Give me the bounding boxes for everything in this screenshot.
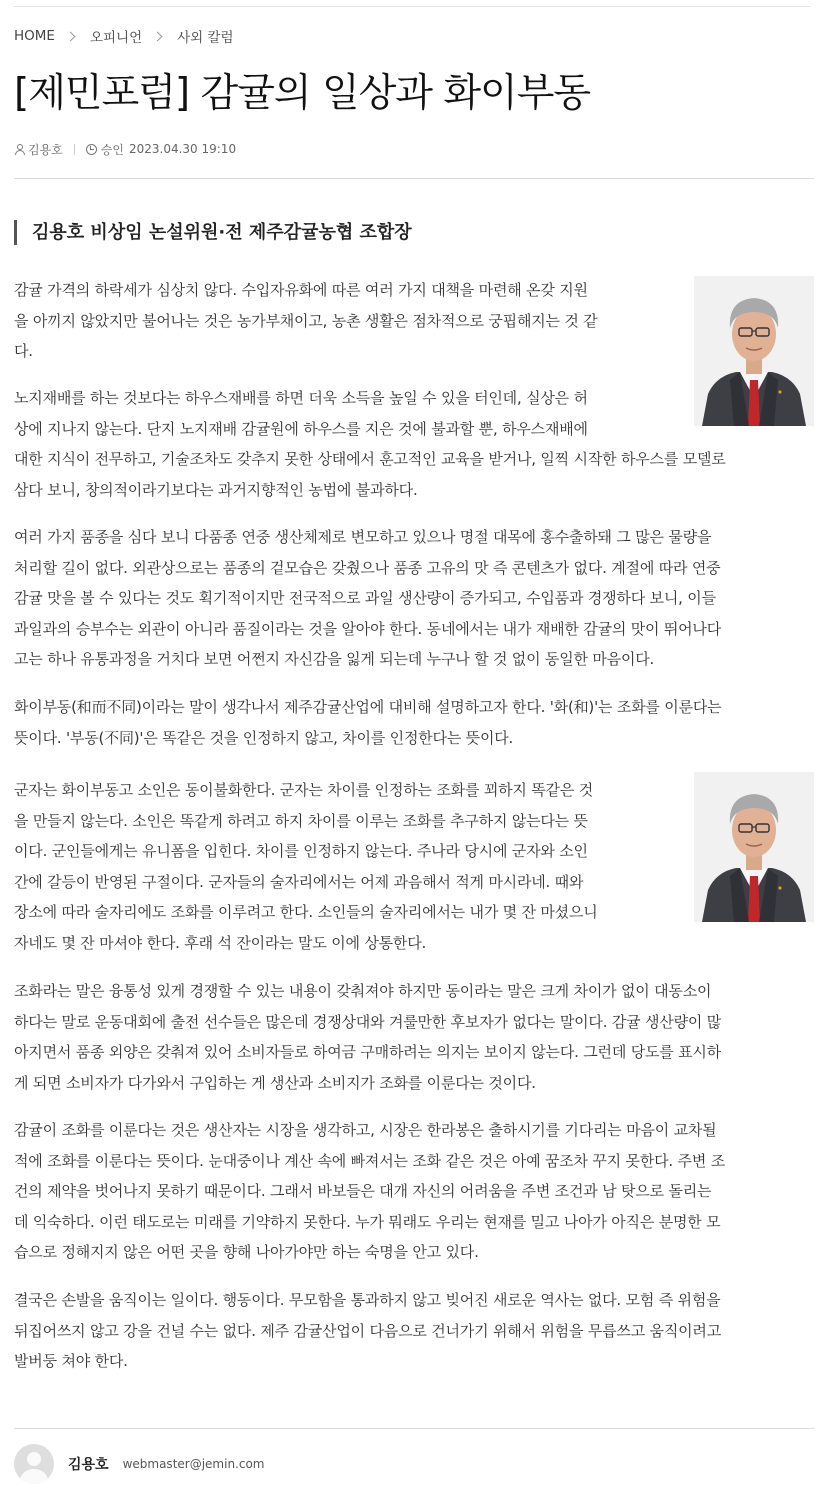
paragraph-line: 화이부동(和而不同)이라는 말이 생각나서 제주감귤산업에 대비해 설명하고자 한다. '화(和)'는 조화를 이룬다는 bbox=[14, 698, 722, 716]
person-icon bbox=[14, 144, 24, 155]
paragraph-line: 간에 갈등이 반영된 구절이다. 군자들의 술자리에서는 어제 과음해서 적게 마시라네. 때와 bbox=[14, 872, 584, 891]
chevron-right-icon bbox=[66, 31, 76, 41]
paragraph-line: 아지면서 품종 외양은 갖춰져 있어 소비자들로 하여금 구매하려는 의지는 보이지 않는다. 그런데 당도를 표시하 bbox=[14, 1043, 722, 1061]
paragraph-line: 뒤집어쓰지 않고 강을 건널 수는 없다. 제주 감귤산업이 다음으로 건너가기 위해서 위험을 무릅쓰고 움직이려고 bbox=[14, 1321, 722, 1340]
author-name: 김용호 bbox=[68, 1457, 109, 1473]
paragraph-line: 조화라는 말은 융통성 있게 경쟁할 수 있는 내용이 갖춰져야 하지만 동이라는 말은 크게 차이가 없이 대동소이 bbox=[14, 982, 712, 1000]
paragraph-line: 건의 제약을 벗어나지 못하기 때문이다. 그래서 바보들은 대개 자신의 어려움을 주변 조건과 남 탓으로 돌리는 bbox=[14, 1182, 712, 1200]
breadcrumb-opinion[interactable]: 오피니언 bbox=[89, 30, 143, 46]
clock-icon bbox=[86, 144, 97, 155]
author-box bbox=[14, 1444, 265, 1484]
paragraph-line: 대한 지식이 전무하고, 기술조차도 갖추지 못한 상태에서 훈고적인 교육을 받거나, 일찍 시작한 하우스를 모델로 bbox=[14, 450, 726, 468]
article-meta bbox=[14, 139, 236, 159]
paragraph-line: 뜻이다. '부동(不同)'은 똑같은 것을 인정하지 않고, 차이를 인정한다는 뜻이다. bbox=[14, 728, 514, 747]
meta-approved-time: 2023.04.30 19:10 bbox=[128, 142, 237, 156]
paragraph-line: 데 익숙하다. 이런 태도로는 미래를 기약하지 못한다. 누가 뭐래도 우리는 현재를 밀고 나아가 아직은 분명한 모 bbox=[14, 1212, 721, 1231]
author-portrait-icon bbox=[694, 772, 814, 922]
author-email[interactable]: webmaster@jemin.com bbox=[122, 1457, 265, 1471]
paragraph-line: 상에 지나지 않는다. 단지 노지재배 감귤원에 하우스를 지은 것에 불과할 뿐, 하우스재배에 bbox=[14, 419, 588, 438]
paragraph-line: 게 되면 소비자가 다가와서 구입하는 게 생산과 소비지가 조화를 이룬다는 것이다. bbox=[14, 1073, 536, 1092]
article-paragraph bbox=[14, 692, 721, 753]
paragraph-line: 노지재배를 하는 것보다는 하우스재배를 하면 더욱 소득을 높일 수 있을 터인데, 실상은 허 bbox=[14, 389, 588, 407]
paragraph-line: 고는 하나 유통과정을 거치다 보면 어쩐지 자신감을 잃게 되는데 누구나 할 것 없이 동일한 마음이다. bbox=[14, 650, 655, 668]
paragraph-line: 결국은 손발을 움직이는 일이다. 행동이다. 무모함을 통과하지 않고 빚어진 새로운 역사는 없다. 모험 즉 위험을 bbox=[14, 1291, 721, 1309]
article-paragraph bbox=[14, 1115, 725, 1268]
author-photo bbox=[694, 772, 814, 922]
article-paragraph bbox=[14, 275, 598, 367]
paragraph-line: 감귤 맛을 볼 수 있다는 것도 획기적이지만 전국적으로 과일 생산량이 증가되고, 수입품과 경쟁하다 보니, 이들 bbox=[14, 589, 716, 607]
paragraph-line: 감귤 가격의 하락세가 심상치 않다. 수입자유화에 따른 여러 가지 대책을 마련해 온갖 지원 bbox=[14, 281, 588, 299]
article-paragraph bbox=[14, 522, 721, 675]
paragraph-line: 적에 조화를 이룬다는 뜻이다. 눈대중이나 계산 속에 빠져서는 조화 같은 것은 아예 꿈조차 꾸지 못한다. 주변 조 bbox=[14, 1151, 725, 1170]
article-paragraph bbox=[14, 775, 598, 958]
footer-divider bbox=[14, 1428, 814, 1429]
paragraph-line: 장소에 따라 술자리에도 조화를 이루려고 한다. 소인들의 술자리에서는 내가 몇 잔 마셨으니 bbox=[14, 903, 598, 921]
paragraph-line: 자네도 몇 잔 마셔야 한다. 후래 석 잔이라는 말도 이에 상통한다. bbox=[14, 933, 427, 952]
article-paragraph bbox=[14, 1285, 721, 1377]
paragraph-line: 을 아끼지 않았지만 불어나는 것은 농가부채이고, 농촌 생활은 점차적으로 궁핍해지는 것 같 bbox=[14, 311, 598, 330]
article-paragraph bbox=[14, 976, 721, 1098]
paragraph-line: 처리할 길이 없다. 외관상으로는 품종의 겉모습은 갖췄으나 품종 고유의 맛 즉 콘텐츠가 없다. 계절에 따라 연중 bbox=[14, 558, 721, 577]
breadcrumb-home[interactable]: HOME bbox=[14, 28, 55, 44]
meta-divider bbox=[74, 144, 75, 155]
paragraph-line: 삼다 보니, 창의적이라기보다는 과거지향적인 농법에 불과하다. bbox=[14, 480, 418, 499]
chevron-right-icon bbox=[153, 31, 163, 41]
paragraph-line: 이다. 군인들에게는 유니폼을 입힌다. 차이를 인정하지 않는다. 주나라 당시에 군자와 소인 bbox=[14, 842, 588, 860]
meta-author: 김용호 bbox=[28, 142, 63, 157]
paragraph-line: 군자는 화이부동고 소인은 동이불화한다. 군자는 차이를 인정하는 조화를 꾀하지 똑같은 것 bbox=[14, 781, 593, 799]
article-title: [제민포럼] 감귤의 일상과 화이부동 bbox=[14, 71, 591, 116]
header-divider bbox=[14, 178, 814, 179]
breadcrumb-column[interactable]: 사외 칼럼 bbox=[177, 30, 234, 46]
avatar bbox=[14, 1444, 54, 1484]
meta-approved-label: 승인 bbox=[100, 142, 124, 157]
breadcrumb bbox=[14, 26, 234, 46]
article-subtitle: 김용호 비상임 논설위원·전 제주감귤농협 조합장 bbox=[14, 220, 412, 245]
paragraph-line: 습으로 정해지지 않은 어떤 곳을 향해 나아가야만 하는 숙명을 안고 있다. bbox=[14, 1243, 479, 1261]
paragraph-line: 하다는 말로 운동대회에 출전 선수들은 많은데 경쟁상대와 겨룰만한 후보자가 없다는 말이다. 감귤 생산량이 많 bbox=[14, 1012, 722, 1031]
article-paragraph bbox=[14, 383, 726, 505]
top-divider bbox=[14, 6, 810, 7]
paragraph-line: 발버둥 쳐야 한다. bbox=[14, 1352, 128, 1370]
paragraph-line: 과일과의 승부수는 외관이 아니라 품질이라는 것을 알아야 한다. 동네에서는 내가 재배한 감귤의 맛이 뛰어나다 bbox=[14, 619, 722, 638]
paragraph-line: 여러 가지 품종을 심다 보니 다품종 연중 생산체제로 변모하고 있으나 명절 대목에 홍수출하돼 그 많은 물량을 bbox=[14, 528, 712, 546]
paragraph-line: 감귤이 조화를 이룬다는 것은 생산자는 시장을 생각하고, 시장은 한라봉은 출하시기를 기다리는 마음이 교차될 bbox=[14, 1121, 717, 1139]
paragraph-line: 을 만들지 않는다. 소인은 똑같게 하려고 하지 차이를 이루는 조화를 추구하지 않는다는 뜻 bbox=[14, 811, 588, 830]
paragraph-line: 다. bbox=[14, 342, 33, 360]
